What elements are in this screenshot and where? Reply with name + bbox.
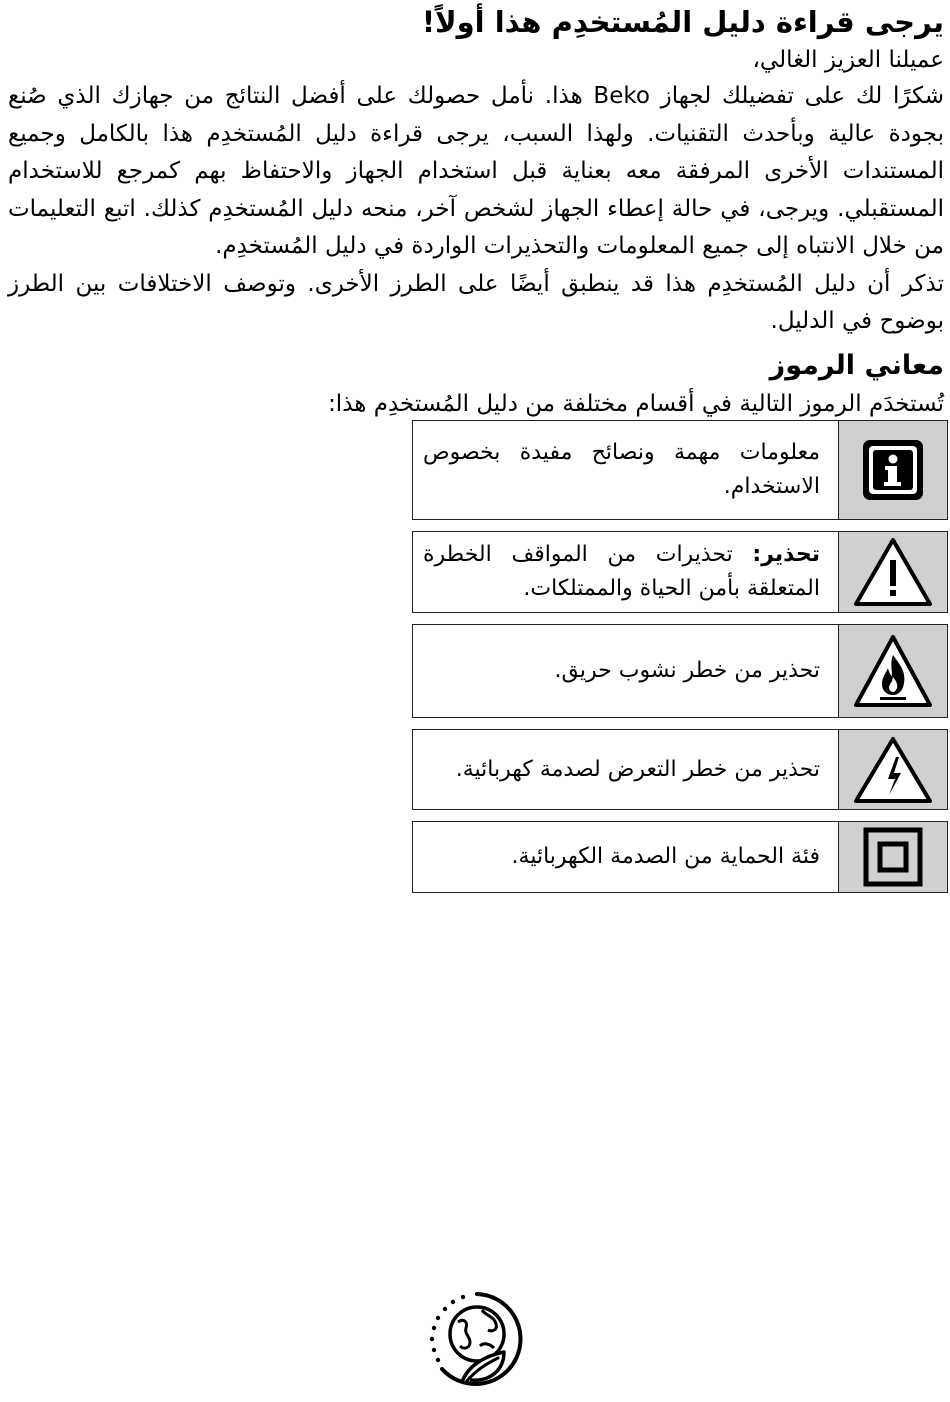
symbols-table bbox=[412, 420, 948, 904]
symbol-row-electric bbox=[412, 729, 948, 810]
symbol-row-fire bbox=[412, 624, 948, 718]
warning-label: تحذير: bbox=[752, 542, 820, 567]
symbol-row-warning bbox=[412, 531, 948, 613]
fire-hazard-icon bbox=[838, 625, 947, 717]
symbol-row-info bbox=[412, 420, 948, 520]
symbol-description: تحذير من خطر التعرض لصدمة كهربائية. bbox=[455, 756, 820, 782]
symbol-description: فئة الحماية من الصدمة الكهربائية. bbox=[511, 844, 820, 869]
symbols-intro: تُستخدَم الرموز التالية في أقسام مختلفة من دليل المُستخدِم هذا: bbox=[328, 390, 944, 417]
electric-shock-icon bbox=[838, 730, 947, 809]
symbols-heading: معاني الرموز bbox=[769, 349, 944, 381]
symbol-description: معلومات مهمة ونصائح مفيدة بخصوص الاستخدام. bbox=[423, 440, 820, 499]
info-icon bbox=[838, 421, 947, 519]
warning-icon bbox=[838, 532, 947, 612]
symbol-row-protection bbox=[412, 821, 948, 893]
symbol-description: تحذيرات من المواقف الخطرة المتعلقة بأمن الحياة والممتلكات. bbox=[423, 542, 820, 601]
intro-paragraph: شكرًا لك على تفضيلك لجهاز Beko هذا. نأمل حصولك على أفضل النتائج من جهازك الذي صُنع بجودة عالية وبأحدث التقنيات. ولهذا السبب، يرجى قراءة دليل المُستخدِم هذا بالكامل وجميع المستندات الأخرى المرفقة معه بعناية قبل استخدام الجهاز والاحتفاظ بهم كمرجع للاستخدام المستقبلي. ويرجى، في حالة إعطاء الجهاز لشخص آخر، منحه دليل المُستخدِم كذلك. اتبع التعليمات من خلال الانتباه إلى جميع المعلومات والتحذيرات الواردة في دليل المُستخدِم. bbox=[8, 83, 944, 259]
greeting: عميلنا العزيز الغالي، bbox=[752, 47, 944, 73]
symbol-description: تحذير من خطر نشوب حريق. bbox=[554, 658, 820, 683]
page-title: يرجى قراءة دليل المُستخدِم هذا أولاً! bbox=[421, 5, 944, 39]
manual-page bbox=[8, 0, 944, 422]
protection-class-icon bbox=[838, 822, 947, 892]
models-paragraph: تذكر أن دليل المُستخدِم هذا قد ينطبق أيضًا على الطرز الأخرى. وتوصف الاختلافات بين الطرز بوضوح في الدليل. bbox=[8, 270, 944, 334]
eco-globe-leaf-icon bbox=[424, 1286, 530, 1392]
